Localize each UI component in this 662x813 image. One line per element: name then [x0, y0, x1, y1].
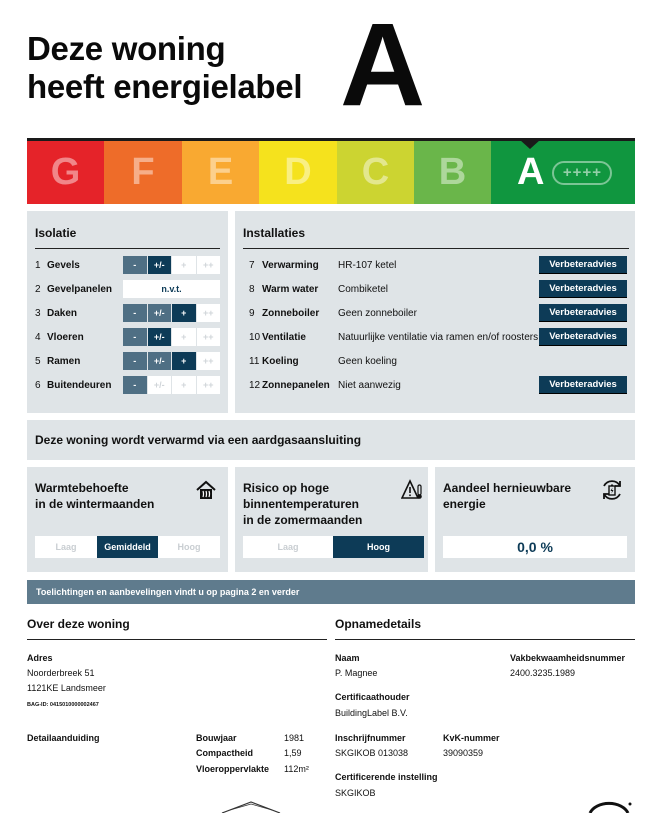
cert-value: BuildingLabel B.V.: [335, 708, 408, 718]
installatie-value: Geen zonneboiler: [338, 307, 417, 319]
isolatie-label: Ramen: [47, 355, 81, 367]
vak-value: 2400.3235.1989: [510, 668, 576, 678]
isolatie-rating-box: -: [123, 304, 147, 322]
energy-label-letter: A: [340, 0, 426, 131]
installatie-row-10: [249, 327, 629, 347]
isolatie-num: 5: [35, 355, 41, 367]
inschr-value: SKGIKOB 013038: [335, 748, 409, 758]
house-outline-icon: [220, 800, 282, 813]
isolatie-num: 4: [35, 331, 41, 343]
scale-letter-f: F: [131, 151, 155, 193]
house-heat-icon: [195, 479, 217, 501]
warmte-selector: [35, 536, 220, 558]
installatie-label: Zonneboiler: [262, 307, 320, 319]
isolatie-num: 6: [35, 379, 41, 391]
installatie-value: HR-107 ketel: [338, 259, 397, 271]
hernieuwbaar-card: [435, 467, 635, 572]
compactheid-value: 1,59: [284, 748, 302, 758]
heading-line-1: Deze woning: [27, 30, 226, 67]
installatie-num: 9: [249, 307, 255, 319]
warmte-option-gemiddeld: Gemiddeld: [97, 536, 158, 558]
isolatie-row-2: [35, 279, 221, 299]
adres-label: Adres: [27, 653, 53, 663]
isolatie-rating-box: -: [123, 352, 147, 370]
isolatie-label: Gevels: [47, 259, 80, 271]
isolatie-rating-box: +/-: [148, 376, 172, 394]
adres-line-1: Noorderbreek 51: [27, 668, 95, 678]
isolatie-rating-box: +: [172, 328, 196, 346]
installatie-label: Zonnepanelen: [262, 379, 330, 391]
isolatie-row-3: [35, 303, 221, 323]
installatie-row-9: [249, 303, 629, 323]
page-heading: [27, 30, 302, 106]
bouwjaar-label: Bouwjaar: [196, 733, 237, 743]
installatie-num: 8: [249, 283, 255, 295]
verbeteradvies-button[interactable]: Verbeteradvies: [539, 328, 627, 346]
risico-title: [243, 480, 362, 528]
isolatie-title: Isolatie: [35, 226, 77, 240]
verbeteradvies-button[interactable]: Verbeteradvies: [539, 280, 627, 298]
risico-title-line-2: binnentemperaturen: [243, 497, 360, 511]
isolatie-rating-box: ++: [197, 328, 221, 346]
installatie-value: Niet aanwezig: [338, 379, 401, 391]
isolatie-rating-box: ++: [197, 304, 221, 322]
hernieuwbaar-title: [443, 480, 571, 512]
opname-title: Opnamedetails: [335, 617, 422, 631]
verbeteradvies-button[interactable]: Verbeteradvies: [539, 304, 627, 322]
warmte-title: [35, 480, 154, 512]
hernieuwbaar-value: 0,0 %: [443, 536, 627, 558]
isolatie-panel: [27, 211, 228, 413]
warmte-option-laag: Laag: [35, 536, 97, 558]
installatie-num: 12: [249, 379, 261, 391]
info-banner: Toelichtingen en aanbevelingen vindt u op pagina 2 en verder: [27, 580, 635, 604]
woning-rule: [27, 639, 327, 640]
installatie-num: 10: [249, 331, 261, 343]
isolatie-label: Buitendeuren: [47, 379, 112, 391]
scale-letter-b: B: [438, 151, 467, 193]
warning-thermometer-icon: [401, 479, 423, 501]
isolatie-rating-box: ++: [197, 376, 221, 394]
isolatie-num: 3: [35, 307, 41, 319]
verbeteradvies-button[interactable]: Verbeteradvies: [539, 256, 627, 274]
bouwjaar-value: 1981: [284, 733, 305, 743]
isolatie-rating-box: -: [123, 256, 147, 274]
risico-option-hoog: Hoog: [333, 536, 424, 558]
scale-letter-d: D: [284, 151, 312, 193]
isolatie-num: 1: [35, 259, 41, 271]
warmte-title-line-2: in de wintermaanden: [35, 497, 155, 511]
installatie-row-11: [249, 351, 629, 371]
nl-logo-icon: [588, 800, 632, 813]
energy-scale: [27, 141, 635, 204]
scale-segment-e: [182, 141, 259, 204]
risico-card: [235, 467, 428, 572]
warmte-card: [27, 467, 228, 572]
isolatie-label: Gevelpanelen: [47, 283, 113, 295]
isolatie-row-6: [35, 375, 221, 395]
isolatie-rating-box: ++: [197, 352, 221, 370]
scale-letter-a: A: [517, 151, 545, 193]
installaties-panel: [235, 211, 635, 413]
isolatie-label: Daken: [47, 307, 78, 319]
inst-label: Certificerende instelling: [335, 772, 438, 782]
isolatie-row-5: [35, 351, 221, 371]
cert-label: Certificaathouder: [335, 692, 410, 702]
isolatie-rating: [123, 328, 220, 346]
isolatie-rating-box: +: [172, 376, 196, 394]
isolatie-row-1: [35, 255, 221, 275]
isolatie-rating-box: +/-: [148, 256, 172, 274]
vloer-value: 112m²: [284, 764, 309, 774]
warmte-option-hoog: Hoog: [158, 536, 220, 558]
scale-segment-b: [414, 141, 491, 204]
isolatie-rating: [123, 352, 220, 370]
isolatie-rating-box: +/-: [148, 352, 172, 370]
installatie-row-7: [249, 255, 629, 275]
scale-pointer-icon: [520, 140, 540, 149]
isolatie-label: Vloeren: [47, 331, 84, 343]
risico-selector: [243, 536, 424, 558]
inst-value: SKGIKOB: [335, 788, 376, 798]
scale-segment-a: [491, 141, 635, 204]
woning-title: Over deze woning: [27, 617, 130, 631]
scale-segment-f: [104, 141, 182, 204]
detail-label: Detailaanduiding: [27, 733, 100, 743]
installatie-label: Ventilatie: [262, 331, 306, 343]
installatie-label: Verwarming: [262, 259, 319, 271]
kvk-label: KvK-nummer: [443, 733, 500, 743]
risico-option-laag: Laag: [243, 536, 333, 558]
vak-label: Vakbekwaamheidsnummer: [510, 653, 626, 663]
isolatie-rating-box: -: [123, 328, 147, 346]
isolatie-nvt: n.v.t.: [123, 280, 220, 298]
isolatie-rating: [123, 256, 220, 274]
installatie-row-12: [249, 375, 629, 395]
hernieuwbaar-title-line-1: Aandeel hernieuwbare: [443, 481, 572, 495]
isolatie-rating-box: +/-: [148, 328, 172, 346]
scale-letter-c: C: [361, 151, 390, 193]
isolatie-rating-box: -: [123, 376, 147, 394]
scale-letter-e: E: [207, 151, 234, 193]
renewable-battery-icon: [599, 477, 625, 503]
installatie-num: 7: [249, 259, 255, 271]
inschr-label: Inschrijfnummer: [335, 733, 406, 743]
isolatie-rating-box: +: [172, 352, 196, 370]
vloer-label: Vloeroppervlakte: [196, 764, 270, 774]
scale-segment-c: [337, 141, 414, 204]
scale-segment-d: [259, 141, 337, 204]
installaties-rule: [243, 248, 629, 249]
installaties-title: Installaties: [243, 226, 306, 240]
installatie-value: Natuurlijke ventilatie via ramen en/of roosters: [338, 331, 539, 343]
heading-line-2: heeft energielabel: [27, 68, 303, 105]
opname-rule: [335, 639, 635, 640]
kvk-value: 39090359: [443, 748, 484, 758]
isolatie-rating-box: ++: [197, 256, 221, 274]
adres-line-2: 1121KE Landsmeer: [27, 683, 106, 693]
installatie-num: 11: [249, 355, 260, 367]
isolatie-rating-box: +: [172, 304, 196, 322]
verbeteradvies-button[interactable]: Verbeteradvies: [539, 376, 627, 394]
installatie-value: Geen koeling: [338, 355, 397, 367]
installatie-label: Koeling: [262, 355, 299, 367]
isolatie-rule: [35, 248, 220, 249]
verwarming-text: Deze woning wordt verwarmd via een aardgasaansluiting: [35, 433, 362, 447]
isolatie-num: 2: [35, 283, 41, 295]
naam-label: Naam: [335, 653, 360, 663]
compactheid-label: Compactheid: [196, 748, 254, 758]
isolatie-rating: [123, 376, 220, 394]
isolatie-rating-box: +/-: [148, 304, 172, 322]
installatie-value: Combiketel: [338, 283, 389, 295]
bag-id: BAG-ID: 0415010000002467: [27, 702, 99, 708]
installatie-row-8: [249, 279, 629, 299]
installatie-label: Warm water: [262, 283, 319, 295]
scale-letter-g: G: [50, 151, 81, 193]
risico-title-line-3: in de zomermaanden: [243, 513, 363, 527]
isolatie-rating-box: +: [172, 256, 196, 274]
naam-value: P. Magnee: [335, 668, 378, 678]
scale-plus-pill: ++++: [552, 161, 612, 185]
scale-segment-g: [27, 141, 104, 204]
risico-title-line-1: Risico op hoge: [243, 481, 330, 495]
verwarming-panel: [27, 420, 635, 460]
hernieuwbaar-title-line-2: energie: [443, 497, 486, 511]
isolatie-rating: [123, 304, 220, 322]
isolatie-row-4: [35, 327, 221, 347]
warmte-title-line-1: Warmtebehoefte: [35, 481, 129, 495]
